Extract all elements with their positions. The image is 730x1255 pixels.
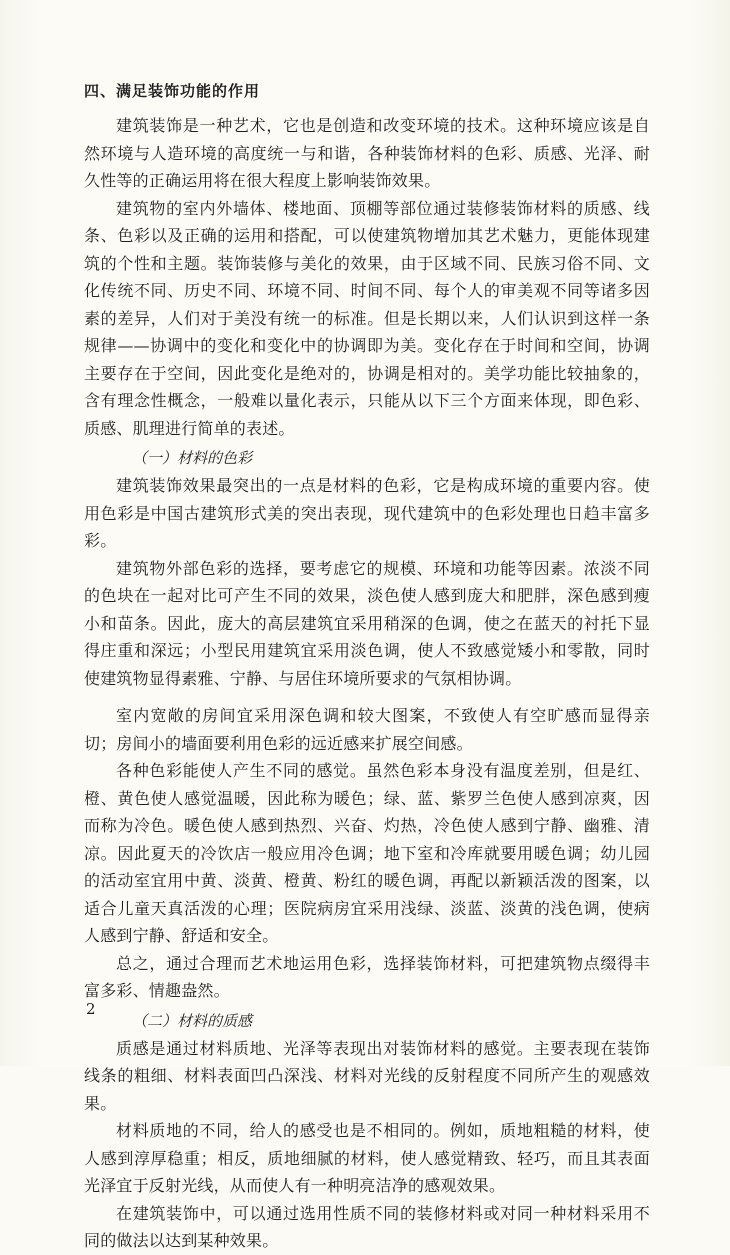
section-title: 四、满足装饰功能的作用 (84, 82, 261, 100)
page-number: 2 (86, 1000, 96, 1018)
paragraph-1: 建筑装饰是一种艺术，它也是创造和改变环境的技术。这种环境应该是自然环境与人造环境的高度统一与和谐，各种装饰材料的色彩、质感、光泽、耐久性等的正确运用将在很大程度上影响装饰效果。 (84, 116, 650, 190)
paragraph-2: 建筑物的室内外墙体、楼地面、顶棚等部位通过装修装饰材料的质感、线条、色彩以及正确的运用和搭配，可以使建筑物增加其艺术魅力，更能体现建筑的个性和主题。装饰装修与美化的效果，由于区域不同、民族习俗不同、文化传统不同、历史不同、环境不同、时间不同、每个人的审美观不同等诸多因素的差异，人们对于美没有统一的标准。但是长期以来，人们认识到这样一条规律——协调中的变化和变化中的协调即为美。变化存在于时间和空间，协调主要存在于空间，因此变化是绝对的，协调是相对的。美学功能比较抽象的，含有理念性概念，一般难以量化表示，只能从以下三个方面来体现，即色彩、质感、肌理进行简单的表述。 (84, 198, 650, 438)
paragraph-4: 建筑物外部色彩的选择，要考虑它的规模、环境和功能等因素。浓淡不同的色块在一起对比可产生不同的效果，淡色使人感到庞大和肥胖，深色感到瘦小和苗条。因此，庞大的高层建筑宜采用稍深的色调，使之在蓝天的衬托下显得庄重和深远；小型民用建筑宜采用淡色调，使人不致感觉矮小和零散，同时使建筑物显得素雅、宁静、与居住环境所要求的气氛相协调。 (84, 558, 650, 688)
paragraph-10: 在建筑装饰中，可以通过选用性质不同的装修材料或对同一种材料采用不同的做法以达到某种效果。 (84, 1203, 650, 1250)
paragraph-7: 总之，通过合理而艺术地运用色彩，选择装饰材料，可把建筑物点缀得丰富多彩、情趣盎然。 (84, 953, 650, 1000)
paragraph-8: 质感是通过材料质地、光泽等表现出对装饰材料的感觉。主要表现在装饰线条的粗细、材料表面凹凸深浅、材料对光线的反射程度不同所产生的观感效果。 (84, 1038, 650, 1113)
subsection-texture-title: （二）材料的质感 (132, 1011, 253, 1030)
paragraph-9: 材料质地的不同，给人的感受也是不相同的。例如，质地粗糙的材料，使人感到淳厚稳重；相反，质地细腻的材料，使人感觉精致、轻巧，而且其表面光泽宜于反射光线，从而使人有一种明亮洁净的感观效果。 (84, 1121, 650, 1195)
paragraph-3: 建筑装饰效果最突出的一点是材料的色彩，它是构成环境的重要内容。使用色彩是中国古建筑形式美的突出表现，现代建筑中的色彩处理也日趋丰富多彩。 (84, 476, 650, 550)
paragraph-6: 各种色彩能使人产生不同的感觉。虽然色彩本身没有温度差别，但是红、橙、黄色使人感觉温暖，因此称为暖色；绿、蓝、紫罗兰色使人感到凉爽，因而称为冷色。暖色使人感到热烈、兴奋、灼热，冷色使人感到宁静、幽雅、清凉。因此夏天的冷饮店一般应用冷色调；地下室和冷库就要用暖色调；幼儿园的活动室宜用中黄、淡黄、橙黄、粉红的暖色调，再配以新颖活泼的图案，以适合儿童天真活泼的心理；医院病房宜采用浅绿、淡蓝、淡黄的浅色调，使病人感到宁静、舒适和安全。 (84, 761, 650, 945)
paragraph-5: 室内宽敞的房间宜采用深色调和较大图案，不致使人有空旷感而显得亲切；房间小的墙面要利用色彩的远近感来扩展空间感。 (84, 706, 650, 753)
subsection-color-title: （一）材料的色彩 (132, 449, 253, 467)
page-content (84, 78, 650, 1255)
